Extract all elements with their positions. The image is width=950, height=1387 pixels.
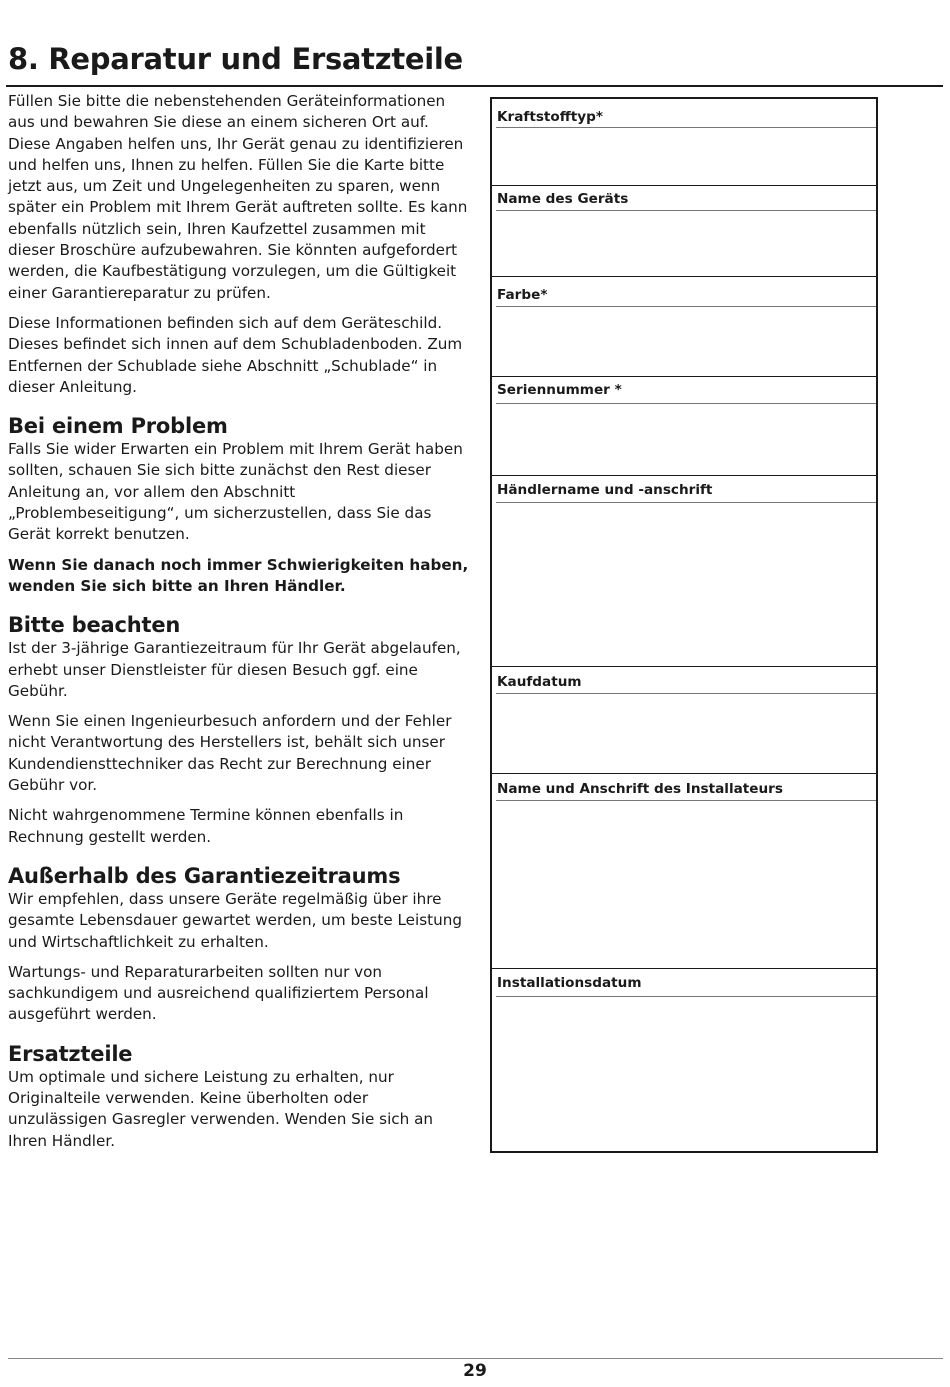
- spares-heading: Ersatzteile: [8, 1041, 133, 1066]
- page-number: 29: [463, 1361, 487, 1381]
- field-underline: [496, 996, 876, 997]
- intro-paragraph: Füllen Sie bitte die nebenstehenden Geräteinformationen aus und bewahren Sie diese an einem sicheren Ort auf. Diese Angaben helfen uns, Ihr Gerät genau zu identifizieren und helfen uns, Ihnen zu helfen. Füllen Sie die Karte bitte jetzt aus, um Zeit und Ungelegenheiten zu sparen, wenn später ein Problem mit Ihrem Gerät auftreten sollte. Es kann ebenfalls nützlich sein, Ihren Kaufzettel zusammen mit dieser Broschüre aufzubewahren. Sie könnten aufgefordert werden, die Kaufbestätigung vorzulegen, um die Gültigkeit einer Garantiereparatur zu prüfen.: [8, 92, 468, 302]
- field-label-colour: Farbe*: [497, 287, 548, 303]
- note-paragraph-appointments: Nicht wahrgenommene Termine können ebenfalls in Rechnung gestellt werden.: [8, 806, 404, 846]
- field-separator: [492, 276, 876, 277]
- field-separator: [492, 475, 876, 476]
- field-separator: [492, 968, 876, 969]
- problem-heading: Bei einem Problem: [8, 414, 228, 439]
- field-separator: [492, 185, 876, 186]
- outside-warranty-paragraph: Wir empfehlen, dass unsere Geräte regelmäßig über ihre gesamte Lebensdauer gewartet werden, um beste Leistung und Wirtschaftlichkeit zu erhalten.: [8, 889, 463, 951]
- note-heading: Bitte beachten: [8, 613, 181, 638]
- field-label-installation-date: Installationsdatum: [497, 975, 642, 991]
- field-label-fuel-type: Kraftstofftyp*: [497, 109, 603, 125]
- field-label-appliance-name: Name des Geräts: [497, 191, 629, 207]
- field-label-dealer-address: Händlername und -anschrift: [497, 482, 713, 498]
- field-underline: [496, 693, 876, 694]
- note-paragraph-warranty: Ist der 3-jährige Garantiezeitraum für Ihr Gerät abgelaufen, erhebt unser Dienstleister für diesen Besuch ggf. eine Gebühr.: [8, 639, 461, 700]
- note-paragraph-engineer: Wenn Sie einen Ingenieurbesuch anfordern und der Fehler nicht Verantwortung des Herstellers ist, behält sich unser Kundendiensttechniker das Recht zur Berechnung einer Gebühr vor.: [8, 712, 452, 795]
- field-label-serial-number: Seriennummer *: [497, 382, 622, 398]
- spares-paragraph: Um optimale und sichere Leistung zu erhalten, nur Originalteile verwenden. Keine überholten oder unzulässigen Gasregler verwenden. Wenden Sie sich an Ihren Händler.: [8, 1067, 434, 1150]
- field-underline: [496, 403, 876, 404]
- appliance-info-form: [490, 97, 878, 1153]
- page-title: 8. Reparatur und Ersatzteile: [8, 42, 463, 76]
- outside-warranty-heading: Außerhalb des Garantiezeitraums: [8, 863, 401, 888]
- field-separator: [492, 666, 876, 667]
- problem-contact-note: Wenn Sie danach noch immer Schwierigkeiten haben, wenden Sie sich bitte an Ihren Händler.: [8, 555, 469, 595]
- field-label-purchase-date: Kaufdatum: [497, 674, 582, 690]
- field-underline: [496, 127, 876, 128]
- info-column: [8, 91, 470, 1161]
- footer-divider: [8, 1358, 943, 1359]
- field-label-installer-address: Name und Anschrift des Installateurs: [497, 781, 783, 797]
- field-separator: [492, 376, 876, 377]
- field-underline: [496, 502, 876, 503]
- outside-warranty-staff-paragraph: Wartungs- und Reparaturarbeiten sollten nur von sachkundigem und ausreichend qualifiziertem Personal ausgeführt werden.: [8, 962, 429, 1024]
- field-underline: [496, 210, 876, 211]
- title-divider: [6, 85, 943, 87]
- field-underline: [496, 800, 876, 801]
- problem-paragraph: Falls Sie wider Erwarten ein Problem mit Ihrem Gerät haben sollten, schauen Sie sich bitte zunächst den Rest dieser Anleitung an, vor allem den Abschnitt „Problembeseitigung“, um sicherzustellen, dass Sie das Gerät korrekt benutzen.: [8, 440, 463, 544]
- field-separator: [492, 773, 876, 774]
- field-underline: [496, 306, 876, 307]
- intro-paragraph-rating-plate: Diese Informationen befinden sich auf dem Geräteschild. Dieses befindet sich innen auf dem Schubladenboden. Zum Entfernen der Schublade siehe Abschnitt „Schublade“ in dieser Anleitung.: [8, 313, 463, 396]
